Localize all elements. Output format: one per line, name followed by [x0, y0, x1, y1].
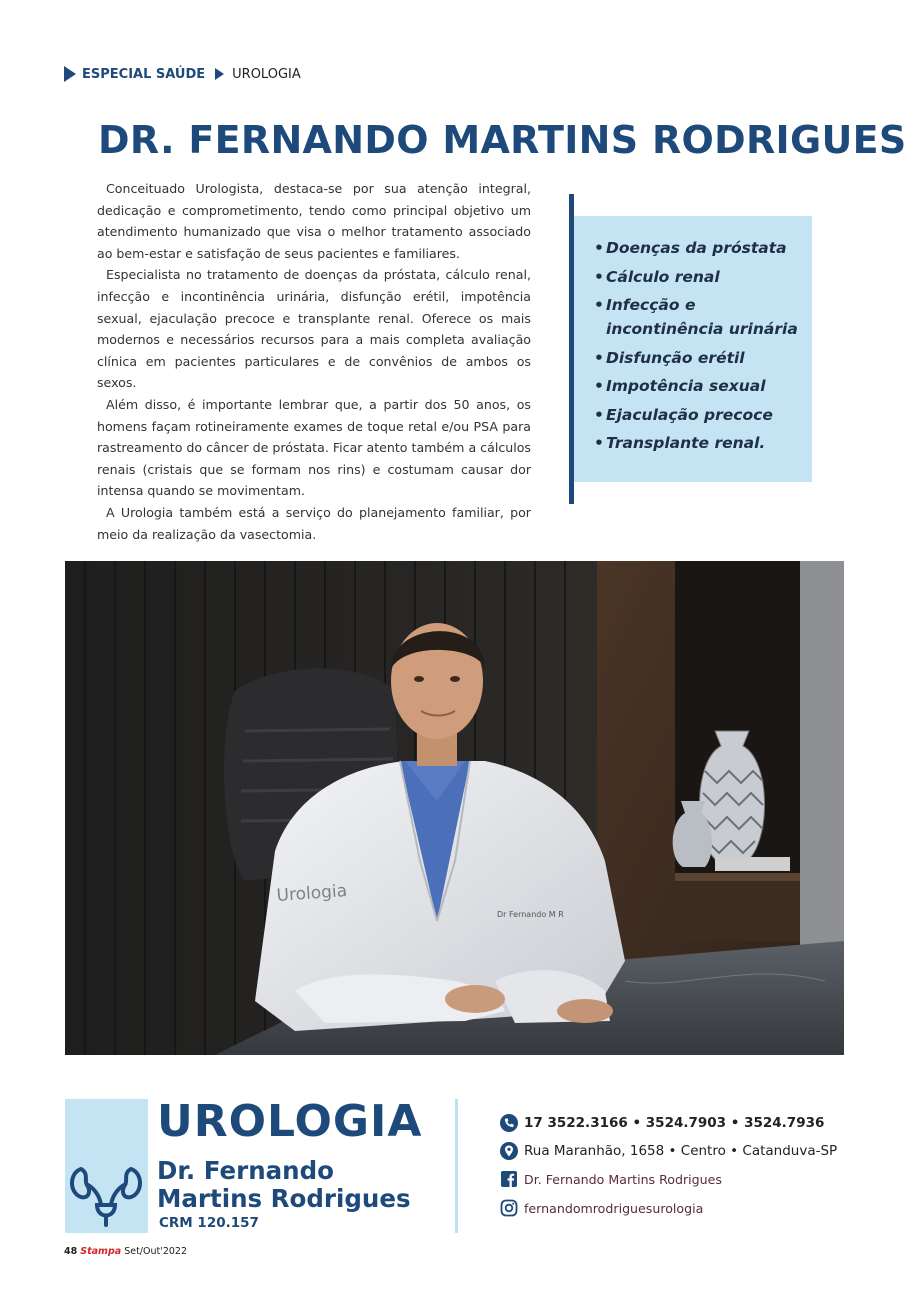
triangle-marker-icon — [64, 66, 76, 82]
phone-numbers: 17 3522.3166 • 3524.7903 • 3524.7936 — [524, 1115, 825, 1131]
doctor-name — [157, 1157, 411, 1213]
coat-name-tag: Dr Fernando M R — [497, 910, 564, 919]
instagram-handle: fernandomrodriguesurologia — [524, 1200, 704, 1216]
article-body — [97, 178, 531, 545]
address-contact[interactable] — [500, 1142, 837, 1160]
breadcrumb-section: ESPECIAL SAÚDE — [82, 66, 206, 82]
paragraph-4: A Urologia também está a serviço do planejamento familiar, por meio da realização da vasectomia. — [97, 504, 531, 542]
crm-number: CRM 120.157 — [159, 1215, 259, 1231]
page-footer — [64, 1246, 187, 1257]
specialty-heading: UROLOGIA — [157, 1096, 423, 1147]
location-pin-icon — [500, 1142, 518, 1160]
specialty-item: • Impotência sexual — [594, 374, 804, 398]
paragraph-1: Conceituado Urologista, destaca-se por sua atenção integral, dedicação e comprometimento, tendo como principal objetivo um atendimento humanizado que visa o melhor tratamento associado ao bem-estar e satisfação de seus pacientes e familiares. — [97, 181, 531, 261]
paragraph-2: Especialista no tratamento de doenças da próstata, cálculo renal, infecção e incontinência urinária, disfunção erétil, impotência sexual, ejaculação precoce e transplante renal. Oferece os mais modernos e necessários recursos para a mais completa avaliação clínica em pacientes particulares e de convênios de ambos os sexos. — [97, 267, 531, 391]
specialty-item: • Infecção e incontinência urinária — [594, 293, 804, 341]
issue-date: Set/Out'2022 — [124, 1246, 188, 1257]
page-number: 48 — [64, 1246, 78, 1257]
phone-icon — [500, 1114, 518, 1132]
phone-contact[interactable] — [500, 1114, 824, 1132]
facebook-icon — [500, 1170, 518, 1188]
specialty-item: • Transplante renal. — [594, 431, 804, 455]
coat-logo: Urologia — [275, 881, 348, 906]
address-text: Rua Maranhão, 1658 • Centro • Catanduva-SP — [524, 1143, 838, 1159]
instagram-icon — [500, 1199, 518, 1217]
specialty-item: • Ejaculação precoce — [594, 403, 804, 427]
breadcrumb-subsection: UROLOGIA — [232, 66, 301, 82]
specialty-item: • Cálculo renal — [594, 265, 804, 289]
specialty-item: • Disfunção erétil — [594, 346, 804, 370]
instagram-link[interactable] — [500, 1199, 703, 1217]
magazine-brand: Stampa — [80, 1246, 122, 1257]
paragraph-3: Além disso, é importante lembrar que, a partir dos 50 anos, os homens façam rotineiramente exames de toque retal e/ou PSA para rastreamento do câncer de próstata. Ficar atento também a cálculos renais (cristais que se formam nos rins) e costumam causar dor intensa quando se movimentam. — [97, 396, 531, 499]
facebook-link[interactable] — [500, 1170, 722, 1188]
specialties-list — [594, 236, 804, 460]
triangle-separator-icon — [215, 68, 224, 80]
divider — [455, 1099, 458, 1233]
doctor-name-line-2: Martins Rodrigues — [157, 1184, 411, 1213]
urology-logo-card — [65, 1099, 148, 1233]
doctor-photo — [65, 561, 844, 1055]
doctor-name-line-1: Dr. Fernando — [157, 1156, 334, 1185]
breadcrumb — [64, 64, 301, 84]
page-title: DR. FERNANDO MARTINS RODRIGUES — [98, 118, 907, 162]
specialty-item: • Doenças da próstata — [594, 236, 804, 260]
facebook-handle: Dr. Fernando Martins Rodrigues — [524, 1171, 722, 1187]
kidney-bladder-icon — [67, 1159, 145, 1229]
